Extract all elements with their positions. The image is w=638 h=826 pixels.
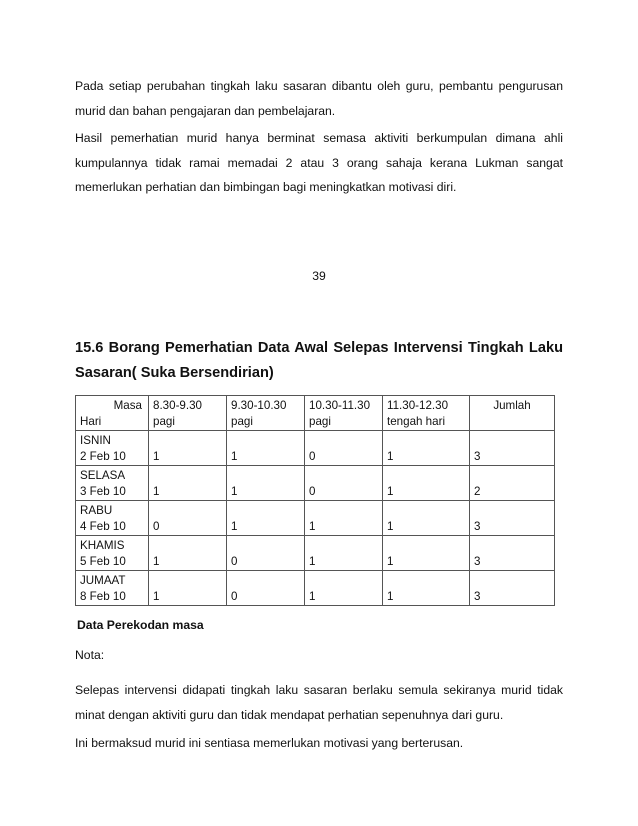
value-cell: 0 [227, 536, 305, 571]
value-cell: 1 [227, 466, 305, 501]
day-name: ISNIN [80, 434, 111, 447]
table-row [76, 536, 555, 571]
day-cell [76, 466, 149, 501]
corner-top-label: Masa [113, 399, 142, 412]
total-header-label: Jumlah [493, 399, 531, 412]
value-cell: 1 [383, 536, 470, 571]
column-time: 9.30-10.30 [231, 399, 287, 412]
nota-label: Nota: [75, 648, 105, 662]
total-cell: 3 [470, 501, 555, 536]
day-name: SELASA [80, 469, 126, 482]
corner-bottom-label: Hari [80, 415, 102, 428]
day-date: 2 Feb 10 [80, 450, 126, 463]
column-time: 8.30-9.30 [153, 399, 202, 412]
intro-paragraph-1: Pada setiap perubahan tingkah laku sasaran dibantu oleh guru, pembantu pengurusan murid dan bahan pengajaran dan pembelajaran. [75, 79, 563, 118]
value-cell: 0 [305, 466, 383, 501]
column-period: tengah hari [387, 415, 446, 428]
column-header [383, 396, 470, 431]
value-cell: 1 [383, 501, 470, 536]
total-cell: 2 [470, 466, 555, 501]
value-cell: 0 [227, 571, 305, 606]
table-row [76, 501, 555, 536]
value-cell: 1 [149, 466, 227, 501]
day-cell [76, 571, 149, 606]
value-cell: 0 [305, 431, 383, 466]
value-cell: 1 [149, 571, 227, 606]
table-row [76, 571, 555, 606]
day-cell [76, 536, 149, 571]
column-header [305, 396, 383, 431]
column-period: pagi [231, 415, 253, 428]
corner-header [76, 396, 149, 431]
value-cell: 1 [149, 536, 227, 571]
value-cell: 0 [149, 501, 227, 536]
table-row [76, 431, 555, 466]
total-cell: 3 [470, 431, 555, 466]
column-time: 10.30-11.30 [309, 399, 371, 412]
page-number: 39 [312, 269, 326, 283]
total-cell: 3 [470, 571, 555, 606]
day-cell [76, 431, 149, 466]
section-heading: 15.6 Borang Pemerhatian Data Awal Selepas Intervensi Tingkah Laku Sasaran( Suka Bersendirian) [75, 340, 563, 381]
column-header [227, 396, 305, 431]
value-cell: 1 [227, 431, 305, 466]
total-cell: 3 [470, 536, 555, 571]
day-name: RABU [80, 504, 113, 517]
day-date: 3 Feb 10 [80, 485, 126, 498]
value-cell: 1 [383, 431, 470, 466]
column-period: pagi [309, 415, 331, 428]
table-header-row [76, 396, 555, 431]
value-cell: 1 [305, 536, 383, 571]
value-cell: 1 [383, 571, 470, 606]
closing-paragraph-1: Selepas intervensi didapati tingkah laku sasaran berlaku semula sekiranya murid tidak minat dengan aktiviti guru dan tidak mendapat perhatian sepenuhnya dari guru. [75, 683, 563, 722]
day-cell [76, 501, 149, 536]
value-cell: 1 [383, 466, 470, 501]
column-header [149, 396, 227, 431]
column-time: 11.30-12.30 [387, 399, 449, 412]
observation-table [75, 395, 555, 606]
day-name: KHAMIS [80, 539, 125, 552]
total-header [470, 396, 555, 431]
value-cell: 1 [305, 501, 383, 536]
day-date: 4 Feb 10 [80, 520, 126, 533]
day-date: 8 Feb 10 [80, 590, 126, 603]
intro-paragraph-2: Hasil pemerhatian murid hanya berminat semasa aktiviti berkumpulan dimana ahli kumpulannya tidak ramai memadai 2 atau 3 orang sahaja kerana Lukman sangat memerlukan perhatian dan bimbingan bagi meningkatkan motivasi diri. [75, 131, 563, 194]
value-cell: 1 [227, 501, 305, 536]
value-cell: 1 [149, 431, 227, 466]
closing-paragraph-2: Ini bermaksud murid ini sentiasa memerlukan motivasi yang berterusan. [75, 736, 464, 750]
table-caption: Data Perekodan masa [77, 618, 204, 632]
value-cell: 1 [305, 571, 383, 606]
table-row [76, 466, 555, 501]
day-date: 5 Feb 10 [80, 555, 126, 568]
column-period: pagi [153, 415, 175, 428]
day-name: JUMAAT [80, 574, 126, 587]
